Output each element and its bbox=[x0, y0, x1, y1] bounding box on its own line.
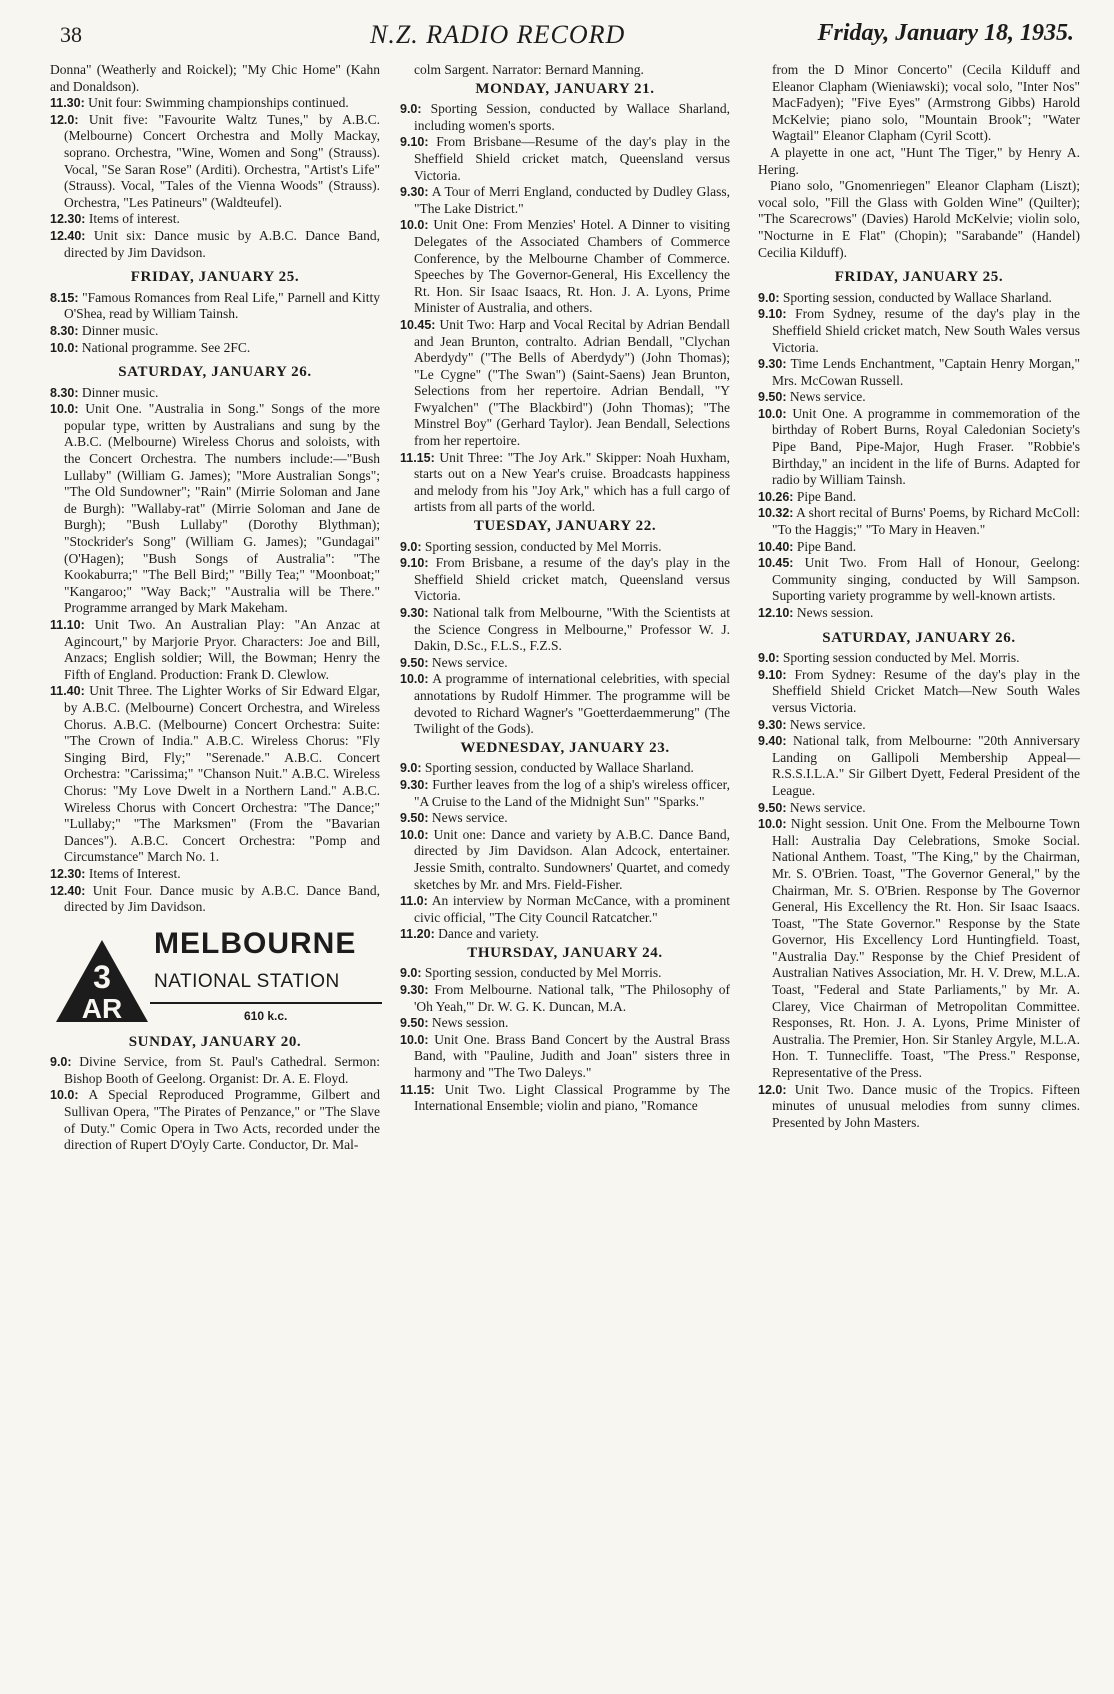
programme-entry bbox=[400, 1082, 730, 1115]
programme-entry bbox=[758, 1082, 1080, 1132]
entry-time: 11.40: bbox=[50, 684, 85, 699]
entry-text: Sporting session conducted by Mel. Morris. bbox=[782, 650, 1020, 666]
entry-text: News service. bbox=[789, 716, 866, 732]
station-subtitle: NATIONAL STATION bbox=[154, 970, 340, 992]
programme-entry bbox=[758, 406, 1080, 489]
entry-time: 9.50: bbox=[758, 390, 787, 405]
entry-time: 9.0: bbox=[400, 102, 422, 117]
programme-entry bbox=[400, 450, 730, 516]
entry-time: 8.15: bbox=[50, 290, 79, 305]
programme-entry bbox=[400, 893, 730, 926]
programme-entry bbox=[50, 228, 380, 261]
entry-text: News service. bbox=[789, 389, 866, 405]
entry-time: 9.40: bbox=[758, 734, 787, 749]
programme-entry bbox=[400, 671, 730, 737]
programme-entry bbox=[400, 184, 730, 217]
programme-entry bbox=[758, 717, 1080, 734]
entry-time: 9.50: bbox=[400, 1016, 429, 1031]
entry-text: Unit four: Swimming championships continued. bbox=[88, 95, 349, 111]
entry-text: A short recital of Burns' Poems, by Richard McColl: "To the Haggis;" "To Mary in Heaven." bbox=[772, 505, 1080, 538]
entry-text: "Famous Romances from Real Life," Parnell and Kitty O'Shea, read by William Tainsh. bbox=[64, 289, 381, 322]
entry-time: 10.0: bbox=[400, 218, 429, 233]
continued-text: from the D Minor Concerto" (Cecila Kilduff and Eleanor Clapham (Wieniawski); vocal solo, "Inter Nos" MacFadyen); "Five Eyes" (Armstrong Gibbs) Harold McKelvie; piano solo, "Mountain Brook"; "Water Wagtail" Eleanor Clapham (Cyril Scott). bbox=[772, 62, 1080, 144]
entry-time: 10.0: bbox=[758, 817, 787, 832]
programme-entry bbox=[400, 827, 730, 893]
day-heading: MONDAY, JANUARY 21. bbox=[475, 80, 655, 97]
programme-entry bbox=[400, 760, 730, 777]
entry-text: Pipe Band. bbox=[796, 538, 857, 554]
programme-entry bbox=[758, 389, 1080, 406]
entry-time: 11.10: bbox=[50, 618, 85, 632]
entry-text: From Brisbane—Resume of the day's play in the Sheffield Shield cricket match, Queensland versus Victoria. bbox=[414, 134, 730, 183]
programme-entry bbox=[758, 800, 1080, 817]
entry-text: Unit One: From Menzies' Hotel. A Dinner to visiting Delegates of the Associated Chambers of Commerce Conference, by the Melbourne Chamber of Commerce. Speeches by The Governor-General, His Excellency the Rt. Hon. Sir Isaac Isaacs, Rt. Hon. J. A. Lyons, Prime Minister of Australia, and others. bbox=[414, 217, 730, 316]
entry-text: Sporting session, conducted by Wallace Sharland. bbox=[782, 289, 1052, 305]
entry-text: Unit Four. Dance music by A.B.C. Dance Band, directed by Jim Davidson. bbox=[64, 882, 381, 915]
entry-text: Unit Two. An Australian Play: "An Anzac at Agincourt," by Marjorie Pryor. Characters: Joe and Bill, Anzacs; English soldier; Will, the Bowman; Henry the Fifth of England. Production: Frank D. Clewlow. bbox=[64, 617, 380, 682]
station-frequency: 610 k.c. bbox=[244, 1008, 288, 1023]
entry-time: 8.30: bbox=[50, 385, 79, 400]
entry-text: Unit Three. The Lighter Works of Sir Edward Elgar, by A.B.C. (Melbourne) Concert Orchestra, and Wireless Chorus. A.B.C. (Melbourne) Concert Orchestra: Suite: "The Crown of India." A.B.C. Wireless Chorus: "Fly Singing Bird, Fly;" "Serenade." A.B.C. Concert Orchestra: "Carissima;" "Chanson Nuit." A.B.C. Wireless Chorus: "My Love Dwelt in a Northern Land." A.B.C. Wireless Chorus with Concert Orchestra: "The Dance;" "Lullaby;" "The Marksmen" (From the "Bavarian Dances"). A.B.C. Concert Orchestra: "Pomp and Circumstance" March No. 1. bbox=[64, 683, 381, 865]
entry-time: 10.26: bbox=[758, 489, 794, 504]
entry-time: 10.45: bbox=[400, 317, 436, 332]
entry-time: 10.0: bbox=[50, 1088, 79, 1103]
entry-time: 11.0: bbox=[400, 894, 428, 909]
programme-entry bbox=[400, 965, 730, 982]
entry-text: News session. bbox=[796, 605, 874, 620]
entry-time: 9.30: bbox=[400, 185, 429, 200]
entry-time: 9.10: bbox=[400, 556, 429, 571]
day-heading: THURSDAY, JANUARY 24. bbox=[467, 944, 663, 961]
entry-time: 12.40: bbox=[50, 883, 86, 898]
programme-entry bbox=[400, 982, 730, 1015]
entry-time: 12.10: bbox=[758, 606, 794, 620]
entry-time: 9.30: bbox=[758, 717, 787, 732]
programme-entry bbox=[758, 667, 1080, 717]
day-heading: SUNDAY, JANUARY 20. bbox=[128, 1033, 302, 1050]
entry-text: Unit One. Brass Band Concert by the Austral Brass Band, with "Pauline, Judith and Joan" sisters three in harmony and "The Two Daleys." bbox=[414, 1031, 730, 1081]
entry-time: 10.0: bbox=[400, 1032, 429, 1047]
programme-entry bbox=[400, 777, 730, 810]
day-heading: FRIDAY, JANUARY 25. bbox=[130, 269, 300, 286]
day-heading: WEDNESDAY, JANUARY 23. bbox=[460, 739, 670, 756]
page-header bbox=[60, 18, 1074, 52]
entry-text: Dance and variety. bbox=[438, 926, 539, 942]
station-banner bbox=[54, 926, 382, 1028]
entry-time: 10.0: bbox=[758, 406, 787, 421]
day-heading: FRIDAY, JANUARY 25. bbox=[834, 269, 1004, 286]
entry-time: 9.10: bbox=[758, 667, 787, 682]
entry-text: A Tour of Merri England, conducted by Dudley Glass, "The Lake District." bbox=[414, 184, 730, 216]
programme-entry bbox=[400, 810, 730, 827]
entry-time: 9.30: bbox=[400, 606, 429, 620]
entry-text: National talk from Melbourne, "With the Scientists at the Science Congress in Melbourne," Professor W. J. Dakin, D.Sc., F.L.S., F.Z.S. bbox=[414, 605, 731, 654]
entry-text: News session. bbox=[431, 1015, 509, 1031]
divider bbox=[150, 1002, 382, 1004]
entry-text: Unit Three: "The Joy Ark." Skipper: Noah Huxham, starts out on a New Year's cruise. Broadcasts happiness and melody from his "Joy Ark," which has a full cargo of artists from all parts of the world. bbox=[414, 449, 730, 515]
programme-entry bbox=[400, 317, 730, 450]
station-name: MELBOURNE bbox=[154, 926, 357, 960]
programme-entry bbox=[758, 505, 1080, 538]
paragraph: A playette in one act, "Hunt The Tiger," by Henry A. Hering. bbox=[758, 144, 1080, 177]
programme-entry bbox=[400, 605, 730, 655]
entry-text: National programme. See 2FC. bbox=[81, 339, 251, 355]
issue-date: Friday, January 18, 1935. bbox=[817, 20, 1074, 46]
entry-text: Sporting session, conducted by Mel Morris. bbox=[424, 538, 662, 554]
programme-entry bbox=[758, 816, 1080, 1082]
programme-entry bbox=[50, 1087, 380, 1153]
entry-time: 9.10: bbox=[400, 135, 429, 150]
entry-text: From Melbourne. National talk, "The Philosophy of 'Oh Yeah,'" Dr. W. G. K. Duncan, M.A. bbox=[414, 982, 730, 1014]
paragraph: Piano solo, "Gnomenriegen" Eleanor Clapham (Liszt); vocal solo, "Fill the Glass with Golden Wine" (Quilter); "The Scarecrows" (Davies) Harold McKelvie; violin solo, "Nocturne in E Flat" (Chopin); "Sarabande" (Handel) Cecilia Kilduff). bbox=[758, 178, 1080, 260]
3ar-logo bbox=[54, 938, 150, 1024]
programme-entry bbox=[400, 555, 730, 605]
entry-time: 8.30: bbox=[50, 323, 79, 338]
entry-text: Night session. Unit One. From the Melbourne Town Hall: Australia Day Celebrations, Smoke Social. National Anthem. Toast, "The King," by the Chairman, Mr. S. O'Brien. Toast, "The Governor General," by the Chairman, Mr. S. O'Brien. Response by The Governor General, His Excellency the Rt. Hon. Sir Isaac Isaacs. Toast, "The State Governor." Response by the State Governor, His Excellency Lord Huntingfield. Toast, "Australia Day." Response by the Chief President of Australian Natives Association, Mr. H. V. Drew, M.L.A. Toast, "Federal and State Parliaments," by Mr. A. Clarey, Vice Chairman of Metropolitan Committee. Responses, Rt. Hon. J. A. Lyons, Prime Minister of Australia. The Premier, Hon. Sir Stanley Argyle, M.L.A. Hon. T. Tunnecliffe. Toast, "The Press." Response, Representative of the Press. bbox=[772, 816, 1080, 1081]
programme-entry bbox=[758, 356, 1080, 389]
entry-text: A Special Reproduced Programme, Gilbert and Sullivan Opera, "The Pirates of Penzance," or "The Slave of Duty." Comic Opera in Two Acts, recorded under the direction of Rupert D'Oyly Carte. Conductor, Dr. Mal- bbox=[64, 1087, 380, 1153]
programme-entry bbox=[400, 217, 730, 317]
programme-entry bbox=[758, 489, 1080, 506]
programme-entry bbox=[758, 555, 1080, 605]
entry-time: 11.15: bbox=[400, 450, 435, 465]
programme-entry bbox=[400, 101, 730, 134]
entry-time: 9.10: bbox=[758, 307, 787, 322]
entry-time: 10.0: bbox=[400, 827, 429, 842]
entry-text: Unit six: Dance music by A.B.C. Dance Band, directed by Jim Davidson. bbox=[64, 227, 380, 260]
entry-time: 9.0: bbox=[400, 761, 422, 776]
entry-time: 12.0: bbox=[50, 112, 79, 127]
entry-text: Further leaves from the log of a ship's wireless officer, "A Cruise to the Land of the Midnight Sun" "Sparks." bbox=[414, 776, 730, 809]
logo-digit: 3 bbox=[93, 958, 111, 995]
newspaper-title: N.Z. RADIO RECORD bbox=[370, 20, 626, 49]
entry-text: Items of Interest. bbox=[88, 865, 181, 881]
entry-time: 9.0: bbox=[758, 651, 780, 666]
programme-entry bbox=[400, 926, 730, 943]
column-3 bbox=[758, 62, 1080, 1131]
entry-time: 9.50: bbox=[758, 800, 787, 815]
entry-time: 11.30: bbox=[50, 96, 85, 111]
entry-time: 10.0: bbox=[50, 402, 79, 417]
entry-text: A programme of international celebrities, with special annotations by Rudolf Himmer. The programme will be devoted to Richard Wagner's "Goetterdaemmerung" (The Twilight of the Gods). bbox=[414, 671, 730, 737]
entry-time: 9.50: bbox=[400, 655, 429, 670]
day-heading: TUESDAY, JANUARY 22. bbox=[473, 518, 657, 535]
entry-text: Dinner music. bbox=[81, 322, 159, 338]
page-number: 38 bbox=[60, 22, 82, 47]
entry-text: An interview by Norman McCance, with a prominent civic official, "The City Council Ratcatcher." bbox=[414, 893, 730, 925]
entry-text: Unit One. "Australia in Song." Songs of the more popular type, written by Australians and sung by the A.B.C. (Melbourne) Wireless Chorus and soloists, with the Concert Orchestra. The numbers include:—"Bush Lullaby" (William G. James); "More Australian Songs"; "The Old Sundowner"; "Rain" (Mirrie Soloman and Jane de Burgh): "Wallaby-rat" (Mirrie Soloman and Jane de Burgh); "Bush Lullaby" (Dorothy Blythman); "Stockrider's Song" (William G. James); "Gundagai" (O'Hagen); "Bush Songs of Australia": "The Kookaburra;" "The Bell Bird;" "Billy Tea;" "Moonboat;" "Kangaroo;" "Way Back;" "Australia will be There." Programme arranged by Mark Makeham. bbox=[64, 401, 380, 616]
programme-entry bbox=[50, 385, 380, 402]
entry-text: From Sydney, resume of the day's play in the Sheffield Shield cricket match, New South Wales versus Victoria. bbox=[772, 306, 1081, 355]
entry-time: 11.15: bbox=[400, 1082, 435, 1097]
entry-text: Dinner music. bbox=[81, 384, 159, 400]
programme-entry bbox=[400, 655, 730, 672]
entry-time: 9.0: bbox=[400, 539, 422, 554]
entry-text: Unit Two: Harp and Vocal Recital by Adrian Bendall and Jean Brunton, contralto. Adrian Bendall, "Clychan Aberdydy" ("The Bells of Aberdydy") (John Thomas); "Le Cygne" ("The Swan") (Saint-Saens) Jean Brunton, Selections from her repertoire. Adrian Bendall, "Y Fwyalchen" ("The Blackbird") (John Thomas); "The Minstrel Boy" (Gerhard Taylor). Jean Bendall, Selections from her repertoire. bbox=[414, 316, 731, 449]
entry-time: 12.30: bbox=[50, 212, 86, 227]
entry-time: 9.50: bbox=[400, 811, 429, 826]
entry-text: From Sydney: Resume of the day's play in the Sheffield Shield Cricket Match—New South Wales versus Victoria. bbox=[772, 666, 1081, 715]
entry-time: 10.0: bbox=[50, 340, 79, 355]
entry-text: Unit five: "Favourite Waltz Tunes," by A.B.C. (Melbourne) Concert Orchestra and Molly Mackay, soprano. Orchestra, "Wine, Women and Song" (Strauss). Vocal, "Se Saran Rose" (Arditi). Orchestra, "Artist's Life" (Strauss). Vocal, "Tales of the Vienna Woods" (Strauss). Orchestra, "Les Patineurs" (Waldteufel). bbox=[64, 111, 380, 210]
entry-text: Items of interest. bbox=[88, 211, 180, 227]
entry-text: Unit Two. Light Classical Programme by The International Ensemble; violin and piano, "Romance bbox=[414, 1081, 731, 1114]
day-heading: SATURDAY, JANUARY 26. bbox=[822, 629, 1016, 646]
entry-text: News service. bbox=[431, 654, 508, 670]
programme-entry bbox=[758, 539, 1080, 556]
logo-letters: AR bbox=[81, 992, 123, 1024]
entry-text: Unit One. A programme in commemoration of the birthday of Robert Burns, Royal Caledonian Society's Pipe Band, Pipe-Major, Hugh Fraser. "Robbie's Birthday," an incident in the life of Burns. Adapted for radio by William Tainsh. bbox=[772, 405, 1080, 488]
programme-entry bbox=[50, 95, 380, 112]
entry-text: Sporting session, conducted by Mel Morris. bbox=[424, 965, 662, 981]
entry-text: News service. bbox=[431, 810, 508, 826]
programme-entry bbox=[50, 340, 380, 357]
day-heading: SATURDAY, JANUARY 26. bbox=[118, 364, 312, 381]
entry-text: Divine Service, from St. Paul's Cathedral. Sermon: Bishop Booth of Geelong. Organist: Dr. A. E. Floyd. bbox=[64, 1054, 380, 1086]
programme-entry bbox=[50, 866, 380, 883]
programme-entry bbox=[758, 605, 1080, 622]
entry-text: National talk, from Melbourne: "20th Anniversary Landing on Gallipoli Membership Appeal—R.S.S.I.L.A." Sir Gilbert Dyett, Federal President of the League. bbox=[772, 733, 1081, 798]
programme-entry bbox=[50, 617, 380, 683]
programme-entry bbox=[50, 112, 380, 212]
entry-time: 10.40: bbox=[758, 539, 794, 554]
entry-text: Pipe Band. bbox=[796, 488, 857, 504]
entry-time: 9.0: bbox=[758, 290, 780, 305]
programme-entry bbox=[50, 211, 380, 228]
programme-entry bbox=[400, 539, 730, 556]
entry-time: 9.30: bbox=[400, 777, 429, 792]
entry-time: 9.0: bbox=[50, 1055, 72, 1070]
entry-time: 9.0: bbox=[400, 966, 422, 981]
entry-text: News service. bbox=[789, 799, 866, 815]
entry-text: From Brisbane, a resume of the day's play in the Sheffield Shield cricket match, Queensland versus Victoria. bbox=[414, 555, 730, 604]
entry-time: 10.45: bbox=[758, 556, 794, 571]
programme-entry bbox=[50, 1054, 380, 1087]
entry-time: 11.20: bbox=[400, 927, 435, 942]
entry-time: 12.40: bbox=[50, 228, 86, 243]
programme-entry bbox=[50, 683, 380, 866]
programme-entry bbox=[50, 401, 380, 617]
column-2 bbox=[400, 62, 730, 1115]
programme-entry bbox=[758, 306, 1080, 356]
programme-entry bbox=[400, 1032, 730, 1082]
programme-entry bbox=[758, 733, 1080, 799]
entry-time: 10.32: bbox=[758, 506, 794, 521]
entry-text: Unit Two. From Hall of Honour, Geelong: Community singing, conducted by Will Sampson. Suporting variety programme by well-known artists. bbox=[772, 555, 1080, 604]
entry-text: Sporting session, conducted by Wallace Sharland. bbox=[424, 760, 694, 776]
column-1 bbox=[50, 62, 380, 1154]
programme-entry bbox=[50, 883, 380, 916]
programme-entry bbox=[400, 1015, 730, 1032]
programme-entry bbox=[400, 134, 730, 184]
entry-time: 9.30: bbox=[758, 357, 787, 372]
continued-text: Donna" (Weatherly and Roickel); "My Chic Home" (Kahn and Donaldson). bbox=[50, 62, 380, 94]
entry-text: Time Lends Enchantment, "Captain Henry Morgan," Mrs. McCowan Russell. bbox=[772, 356, 1080, 388]
programme-entry bbox=[50, 323, 380, 340]
continued-text: colm Sargent. Narrator: Bernard Manning. bbox=[414, 62, 644, 77]
entry-time: 12.30: bbox=[50, 866, 86, 881]
entry-time: 10.0: bbox=[400, 672, 429, 687]
entry-text: Sporting Session, conducted by Wallace Sharland, including women's sports. bbox=[414, 101, 730, 133]
programme-entry bbox=[758, 650, 1080, 667]
programme-entry bbox=[758, 290, 1080, 307]
programme-entry bbox=[50, 290, 380, 323]
entry-text: Unit one: Dance and variety by A.B.C. Dance Band, directed by Jim Davidson. Alan Adcock, entertainer. Jessie Smith, contralto. Sundowners' Quartet, and comedy sketches by Mr. and Mrs. Field-Fisher. bbox=[414, 826, 730, 892]
entry-time: 12.0: bbox=[758, 1082, 787, 1097]
entry-text: Unit Two. Dance music of the Tropics. Fifteen minutes of unusual melodies from sunny climes. Presented by John Masters. bbox=[772, 1081, 1081, 1130]
entry-time: 9.30: bbox=[400, 983, 429, 998]
